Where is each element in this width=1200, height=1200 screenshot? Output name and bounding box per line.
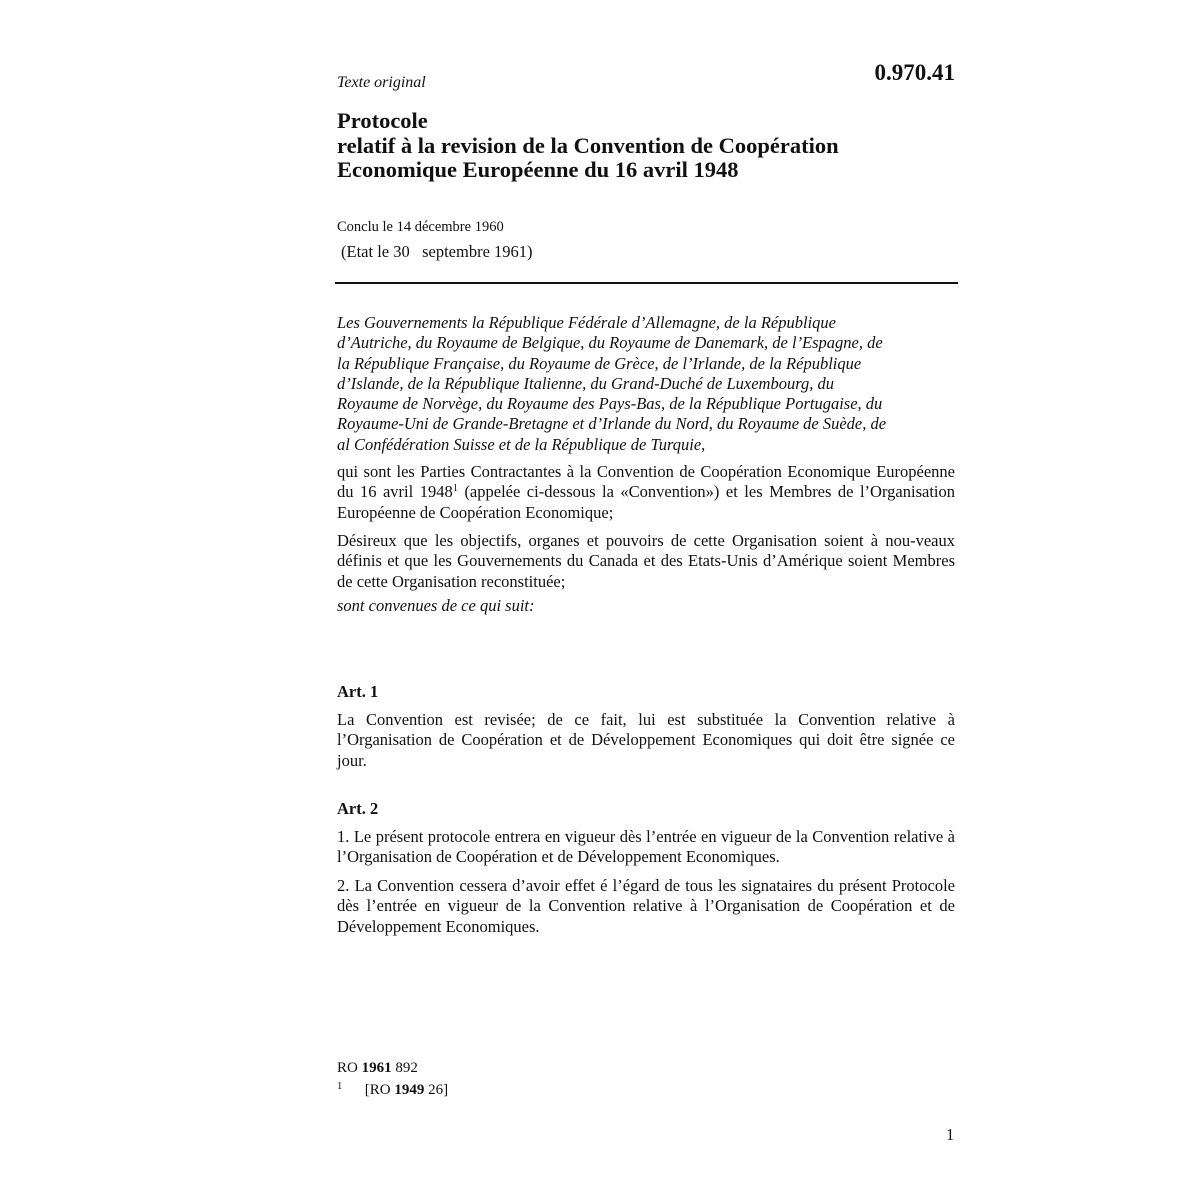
document-title (337, 109, 937, 183)
footnote-year: 1949 (394, 1082, 425, 1098)
official-source (337, 1060, 418, 1077)
page-number: 1 (946, 1125, 955, 1144)
source-page: 892 (391, 1060, 418, 1076)
footnote-mark: 1 (337, 1081, 343, 1092)
considerant-text: qui sont les Parties Contractantes à la Convention de Coopération Economique Européenne du 16 avril 1948 (337, 462, 955, 502)
agreement-clause: sont convenues de ce qui suit: (337, 596, 535, 615)
article-heading: Art. 2 (337, 799, 379, 818)
footnote (337, 1081, 448, 1099)
footnote-suffix: 26] (424, 1082, 449, 1098)
preamble-parties (337, 313, 947, 455)
source-prefix: RO (337, 1060, 362, 1076)
title-line: Economique Européenne du 16 avril 1948 (337, 157, 739, 182)
systematic-number: 0.970.41 (874, 60, 955, 85)
article-paragraph: La Convention est revisée; de ce fait, lui est substituée la Convention relative à l’Organisation de Coopération et de Développement Economiques qui doit être signée ce jour. (337, 710, 955, 770)
original-text-label: Texte original (337, 74, 426, 91)
considerant-paragraph: Désireux que les objectifs, organes et pouvoirs de cette Organisation soient à nou-veaux définis et que les Gouvernements du Canada et des Etats-Unis d’Amérique soient Membres de cette Organisation reconstituée; (337, 531, 955, 591)
preamble-line: d’Autriche, du Royaume de Belgique, du Royaume de Danemark, de l’Espagne, de (337, 333, 883, 353)
article-heading: Art. 1 (337, 682, 379, 701)
footnote-reference[interactable]: 1 (452, 483, 458, 495)
footnote-prefix: [RO (364, 1082, 395, 1098)
preamble-line: Royaume-Uni de Grande-Bretagne et d’Irlande du Nord, du Royaume de Suède, de (337, 414, 887, 434)
preamble-line: Les Gouvernements la République Fédérale d’Allemagne, de la République (337, 313, 836, 332)
header-divider (335, 282, 958, 284)
title-line: relatif à la revision de la Convention de Coopération (337, 132, 839, 158)
preamble-line: la République Française, du Royaume de Grèce, de l’Irlande, de la République (337, 353, 862, 373)
considerant-paragraph (337, 462, 955, 523)
title-line: Protocole (337, 108, 428, 133)
status-date: (Etat le 30 septembre 1961) (341, 242, 533, 261)
article-paragraph: 1. Le présent protocole entrera en vigueur dès l’entrée en vigueur de la Convention relative à l’Organisation de Coopération et de Développement Economiques. (337, 827, 955, 867)
source-year: 1961 (361, 1060, 392, 1076)
preamble-line: d’Islande, de la République Italienne, du Grand-Duché de Luxembourg, du (337, 373, 835, 393)
preamble-line: Royaume de Norvège, du Royaume des Pays-Bas, de la République Portugaise, du (337, 394, 883, 414)
article-paragraph: 2. La Convention cessera d’avoir effet é l’égard de tous les signataires du présent Protocole dès l’entrée en vigueur de la Convention relative à l’Organisation de Coopération et de Développement Economiques. (337, 876, 955, 936)
considerant-text: (appelée ci-dessous la «Convention») et les Membres de l’Organisation Européenne de Coopération Economique; (337, 482, 955, 522)
preamble-line: al Confédération Suisse et de la République de Turquie, (337, 434, 706, 454)
concluded-date: Conclu le 14 décembre 1960 (337, 219, 504, 235)
